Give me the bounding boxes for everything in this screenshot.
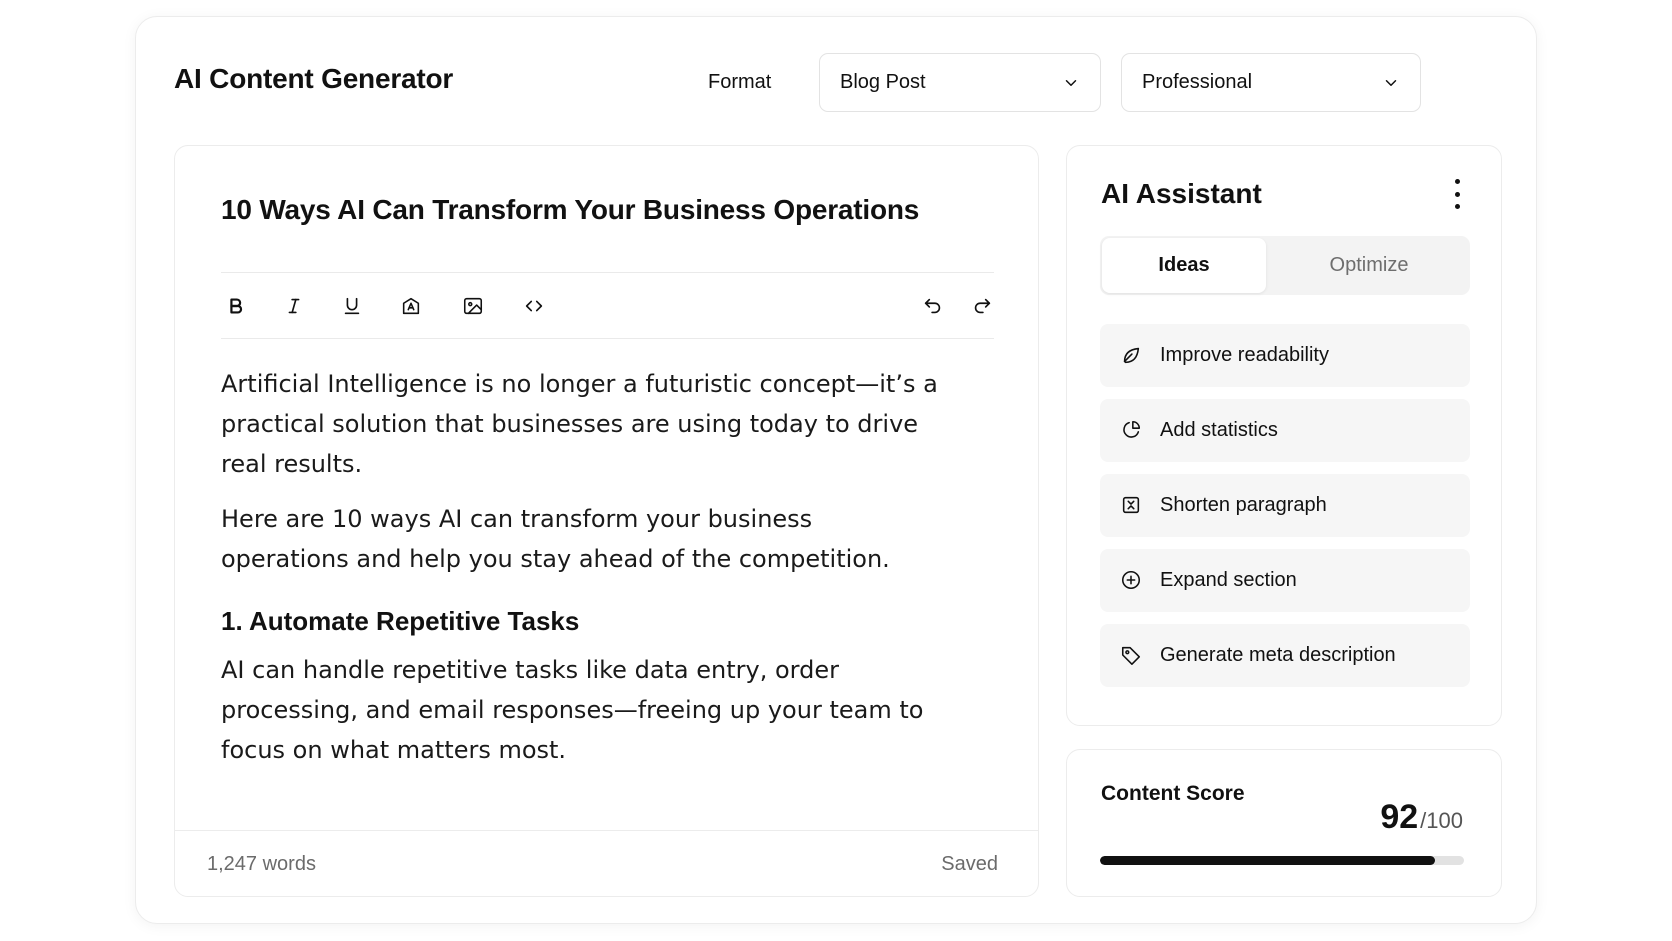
compress-icon: [1120, 494, 1142, 516]
chevron-down-icon: [1382, 74, 1400, 92]
add-statistics-button[interactable]: [1100, 399, 1470, 462]
score-value: [1380, 798, 1463, 837]
tag-icon: [1120, 644, 1142, 666]
plus-circle-icon: [1120, 569, 1142, 591]
text-style-icon: [400, 295, 422, 317]
format-select[interactable]: [819, 53, 1101, 112]
italic-button[interactable]: [281, 293, 307, 319]
tab-optimize[interactable]: Optimize: [1329, 254, 1409, 276]
tone-select[interactable]: [1121, 53, 1421, 112]
formatting-toolbar: [221, 272, 994, 339]
more-options-icon[interactable]: [1453, 179, 1461, 209]
score-label: Content Score: [1101, 782, 1245, 805]
editor-panel: [174, 145, 1039, 897]
body-paragraph: Artificial Intelligence is no longer a futuristic concept—it’s a practical solution that businesses are using today to drive real results.: [221, 370, 938, 478]
redo-button[interactable]: [969, 293, 995, 319]
insert-image-button[interactable]: [460, 293, 486, 319]
ai-assistant-panel: [1066, 145, 1502, 726]
chevron-down-icon: [1062, 74, 1080, 92]
action-label: Add statistics: [1160, 419, 1278, 441]
format-label: Format: [708, 71, 772, 93]
redo-icon: [971, 295, 993, 317]
image-icon: [462, 295, 484, 317]
underline-button[interactable]: [339, 293, 365, 319]
leaf-icon: [1120, 344, 1142, 366]
score-progress-bar: [1100, 856, 1464, 865]
expand-section-button[interactable]: [1100, 549, 1470, 612]
word-count: 1,247 words: [207, 853, 316, 875]
action-label: Expand section: [1160, 569, 1297, 591]
text-style-button[interactable]: [398, 293, 424, 319]
save-status: Saved: [941, 853, 998, 875]
code-icon: [523, 295, 545, 317]
action-label: Shorten paragraph: [1160, 494, 1327, 516]
score-number: 92: [1380, 798, 1419, 836]
bold-icon: [225, 295, 247, 317]
underline-icon: [341, 295, 363, 317]
action-label: Generate meta description: [1160, 644, 1396, 666]
pie-chart-icon: [1120, 419, 1142, 441]
editor-content[interactable]: [221, 364, 941, 785]
undo-icon: [922, 295, 944, 317]
tab-ideas[interactable]: Ideas: [1102, 238, 1266, 293]
app-title: AI Content Generator: [174, 63, 454, 94]
score-max: /100: [1420, 808, 1463, 833]
format-select-value: Blog Post: [840, 71, 926, 93]
code-button[interactable]: [521, 293, 547, 319]
score-progress-fill: [1100, 856, 1435, 865]
tone-select-value: Professional: [1142, 71, 1253, 93]
italic-icon: [283, 295, 305, 317]
document-title[interactable]: 10 Ways AI Can Transform Your Business Operations: [221, 194, 920, 225]
app-window: [135, 16, 1537, 924]
undo-button[interactable]: [920, 293, 946, 319]
body-paragraph: Here are 10 ways AI can transform your business operations and help you stay ahead of the competition.: [221, 505, 890, 573]
assistant-title: AI Assistant: [1101, 178, 1262, 209]
bold-button[interactable]: [223, 293, 249, 319]
improve-readability-button[interactable]: [1100, 324, 1470, 387]
action-label: Improve readability: [1160, 344, 1329, 366]
assistant-tabs: [1100, 236, 1470, 295]
body-paragraph: AI can handle repetitive tasks like data entry, order processing, and email responses—freeing up your team to focus on what matters most.: [221, 656, 924, 764]
content-score-card: [1066, 749, 1502, 897]
generate-meta-description-button[interactable]: [1100, 624, 1470, 687]
shorten-paragraph-button[interactable]: [1100, 474, 1470, 537]
section-heading: 1. Automate Repetitive Tasks: [221, 606, 580, 636]
editor-footer: [175, 830, 1038, 896]
